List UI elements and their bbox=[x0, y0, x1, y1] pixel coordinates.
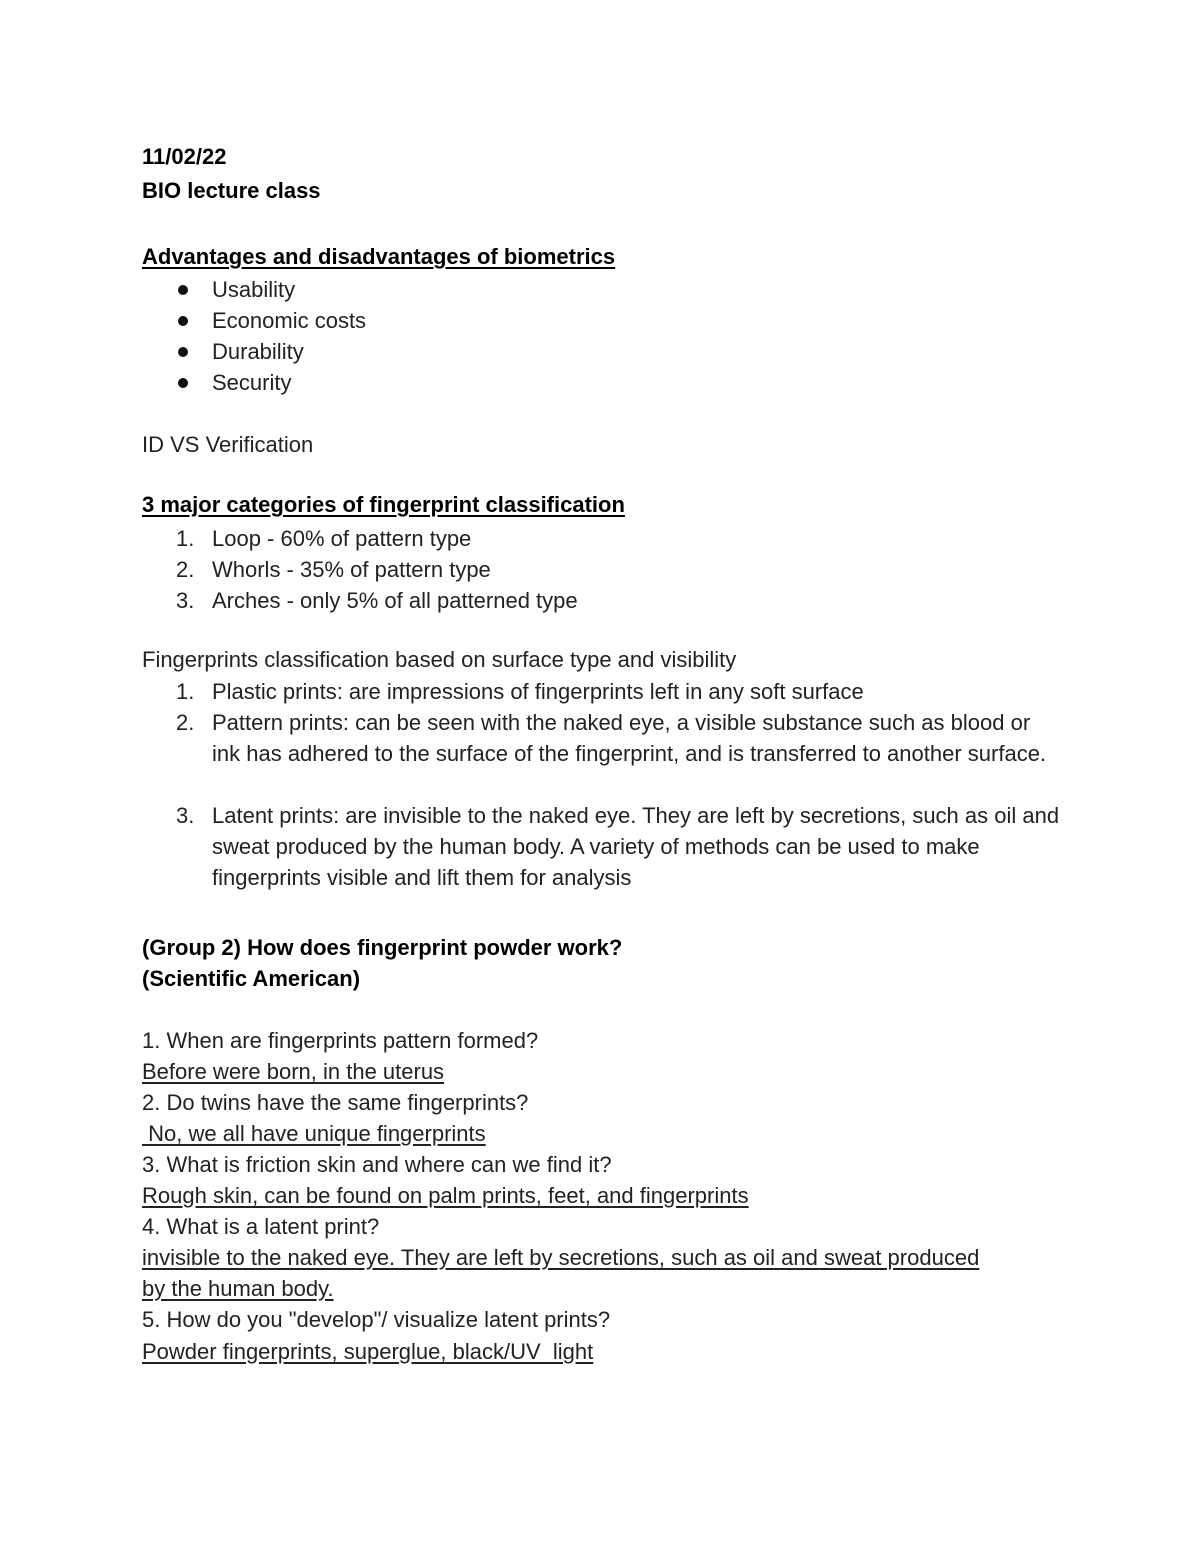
answer: Before were born, in the uterus bbox=[142, 1059, 445, 1084]
biometrics-heading: Advantages and disadvantages of biometrics bbox=[142, 244, 616, 269]
list-number: 1. bbox=[176, 526, 195, 551]
id-vs-verification: ID VS Verification bbox=[142, 432, 314, 457]
question: 2. Do twins have the same fingerprints? bbox=[142, 1090, 529, 1115]
list-number: 1. bbox=[176, 679, 195, 704]
list-number: 3. bbox=[176, 588, 195, 613]
answer: Rough skin, can be found on palm prints, feet, and fingerprints bbox=[142, 1183, 749, 1208]
list-item-text: Latent prints: are invisible to the naked eye. They are left by secretions, such as oil and sweat produced by the human body. A variety of methods can be used to make fingerprints visible and lift them for analysis bbox=[212, 803, 1060, 890]
lecture-title: BIO lecture class bbox=[142, 178, 321, 203]
bullet-icon bbox=[178, 378, 188, 388]
answer-continued: by the human body. bbox=[142, 1276, 334, 1301]
answer: invisible to the naked eye. They are left by secretions, such as oil and sweat produced bbox=[142, 1245, 980, 1270]
answer: Powder fingerprints, superglue, black/UV light bbox=[142, 1339, 594, 1364]
list-item-text: Pattern prints: can be seen with the naked eye, a visible substance such as blood or ink has adhered to the surface of the fingerprint, and is transferred to another surface. bbox=[212, 710, 1047, 766]
answer: No, we all have unique fingerprints bbox=[142, 1121, 486, 1146]
bullet-icon bbox=[178, 285, 188, 295]
list-item-text: Loop - 60% of pattern type bbox=[212, 526, 472, 551]
question: 3. What is friction skin and where can we find it? bbox=[142, 1152, 612, 1177]
list-item-text: Usability bbox=[212, 277, 296, 302]
list-item-text: Arches - only 5% of all patterned type bbox=[212, 588, 578, 613]
list-number: 2. bbox=[176, 710, 195, 735]
list-number: 3. bbox=[176, 803, 195, 828]
group2-title: (Group 2) How does fingerprint powder work? bbox=[142, 935, 623, 960]
list-item-text: Security bbox=[212, 370, 292, 395]
list-number: 2. bbox=[176, 557, 195, 582]
date: 11/02/22 bbox=[142, 144, 227, 169]
list-item-text: Durability bbox=[212, 339, 304, 364]
bullet-icon bbox=[178, 347, 188, 357]
group2-source: (Scientific American) bbox=[142, 966, 361, 991]
list-item-text: Economic costs bbox=[212, 308, 367, 333]
question: 1. When are fingerprints pattern formed? bbox=[142, 1028, 539, 1053]
question: 4. What is a latent print? bbox=[142, 1214, 380, 1239]
surface-heading: Fingerprints classification based on surface type and visibility bbox=[142, 647, 737, 672]
bullet-icon bbox=[178, 316, 188, 326]
list-item-text: Whorls - 35% of pattern type bbox=[212, 557, 491, 582]
list-item-text: Plastic prints: are impressions of fingerprints left in any soft surface bbox=[212, 679, 864, 704]
question: 5. How do you "develop"/ visualize latent prints? bbox=[142, 1307, 611, 1332]
categories-heading: 3 major categories of fingerprint classification bbox=[142, 492, 625, 517]
